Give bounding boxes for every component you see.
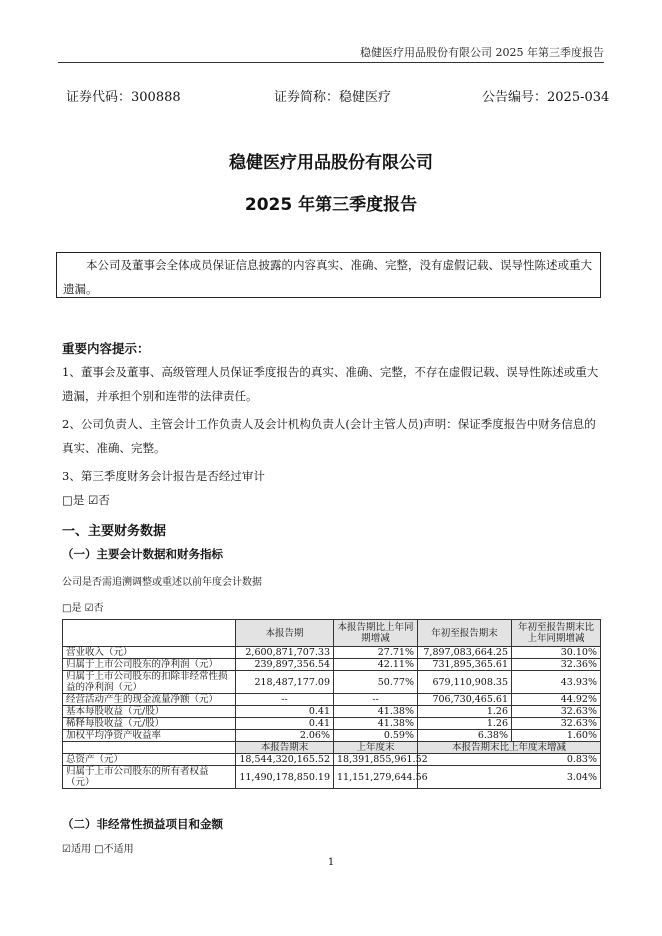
section-2-sub-heading: （二）非经常性损益项目和金额 — [62, 817, 223, 831]
running-header: 稳健医疗用品股份有限公司 2025 年第三季度报告 — [360, 46, 604, 59]
financial-data-table — [62, 619, 601, 789]
table-row — [63, 754, 601, 766]
row-value: 731,895,365.61 — [418, 659, 512, 671]
row-value: 41.38% — [334, 706, 418, 718]
restate-question: 公司是否需追溯调整或重述以前年度会计数据 — [62, 577, 262, 588]
row-value: 706,730,465.61 — [418, 694, 512, 706]
table-row — [63, 706, 601, 718]
row-label: 加权平均净资产收益率 — [63, 730, 236, 742]
row-value: 3.04% — [418, 766, 601, 789]
row-value: 44.92% — [512, 694, 601, 706]
row-value: 32.36% — [512, 659, 601, 671]
row-label: 营业收入（元） — [63, 647, 236, 659]
table-header-cell: 本报告期末比上年度末增减 — [418, 742, 601, 754]
row-label: 归属于上市公司股东的扣除非经常性损益的净利润（元） — [63, 671, 236, 694]
important-item-1: 1、董事会及董事、高级管理人员保证季度报告的真实、准确、完整，不存在虚假记载、误导性陈述或重大遗漏，并承担个别和连带的法律责任。 — [62, 365, 599, 403]
section-1-heading: 一、主要财务数据 — [62, 524, 167, 539]
table-row — [63, 694, 601, 706]
row-label: 归属于上市公司股东的所有者权益（元） — [63, 766, 236, 789]
important-item-3: 3、第三季度财务会计报告是否经过审计 — [62, 469, 265, 483]
table-header-cell: 上年度末 — [334, 742, 418, 754]
row-value: 42.11% — [334, 659, 418, 671]
row-value: 0.83% — [418, 754, 601, 766]
row-value: 0.59% — [334, 730, 418, 742]
row-value: 30.10% — [512, 647, 601, 659]
table-row — [63, 730, 601, 742]
row-value: -- — [334, 694, 418, 706]
row-value: 7,897,083,664.25 — [418, 647, 512, 659]
row-value: -- — [236, 694, 334, 706]
table-header-blank — [63, 620, 236, 647]
company-title: 稳健医疗用品股份有限公司 — [229, 153, 433, 173]
row-value: 32.63% — [512, 706, 601, 718]
row-label: 归属于上市公司股东的净利润（元） — [63, 659, 236, 671]
table-header-blank — [63, 742, 236, 754]
row-value: 1.26 — [418, 718, 512, 730]
audit-choice: □是 ☑否 — [62, 493, 110, 507]
table-row — [63, 659, 601, 671]
important-item-2: 2、公司负责人、主管会计工作负责人及会计机构负责人(会计主管人员)声明：保证季度报告中财务信息的真实、准确、完整。 — [62, 417, 596, 455]
applicable-choice: ☑适用 □不适用 — [62, 844, 134, 855]
row-value: 43.93% — [512, 671, 601, 694]
disclosure-notice-text: 本公司及董事会全体成员保证信息披露的内容真实、准确、完整，没有虚假记载、误导性陈述或重大遗漏。 — [63, 258, 592, 296]
table-row — [63, 766, 601, 789]
stock-abbr: 证券简称：稳健医疗 — [274, 90, 392, 105]
row-value: 679,110,908.35 — [418, 671, 512, 694]
table-header-row — [63, 620, 601, 647]
row-value: 6.38% — [418, 730, 512, 742]
row-label: 基本每股收益（元/股） — [63, 706, 236, 718]
row-value: 1.26 — [418, 706, 512, 718]
row-label: 总资产（元） — [63, 754, 236, 766]
row-value: 2.06% — [236, 730, 334, 742]
row-value: 18,391,855,961.52 — [334, 754, 418, 766]
table-header-cell: 年初至报告期末 — [418, 620, 512, 647]
row-label: 稀释每股收益（元/股） — [63, 718, 236, 730]
row-value: 41.38% — [334, 718, 418, 730]
disclosure-notice-box — [56, 252, 601, 298]
table-header-cell: 本报告期 — [236, 620, 334, 647]
row-value: 32.63% — [512, 718, 601, 730]
report-title: 2025 年第三季度报告 — [244, 195, 418, 215]
notice-number: 公告编号：2025-034 — [482, 90, 610, 105]
page-number: 1 — [327, 857, 335, 868]
section-1-sub-heading: （一）主要会计数据和财务指标 — [62, 547, 223, 561]
table-row — [63, 718, 601, 730]
table-header-cell: 本报告期比上年同期增减 — [334, 620, 418, 647]
restate-choice: □是 ☑否 — [62, 603, 104, 614]
row-value: 50.77% — [334, 671, 418, 694]
row-value: 0.41 — [236, 718, 334, 730]
row-label: 经营活动产生的现金流量净额（元） — [63, 694, 236, 706]
row-value: 218,487,177.09 — [236, 671, 334, 694]
row-value: 0.41 — [236, 706, 334, 718]
table-row — [63, 647, 601, 659]
table-header-cell: 本报告期末 — [236, 742, 334, 754]
stock-code: 证券代码：300888 — [66, 90, 181, 105]
row-value: 1.60% — [512, 730, 601, 742]
row-value: 239,897,356.54 — [236, 659, 334, 671]
table-row — [63, 671, 601, 694]
row-value: 11,151,279,644.56 — [334, 766, 418, 789]
row-value: 2,600,871,707.33 — [236, 647, 334, 659]
important-heading: 重要内容提示： — [62, 341, 150, 356]
header-rule — [58, 62, 604, 63]
row-value: 27.71% — [334, 647, 418, 659]
row-value: 18,544,320,165.52 — [236, 754, 334, 766]
row-value: 11,490,178,850.19 — [236, 766, 334, 789]
table-header-cell: 年初至报告期末比上年同期增减 — [512, 620, 601, 647]
table-subheader-row — [63, 742, 601, 754]
